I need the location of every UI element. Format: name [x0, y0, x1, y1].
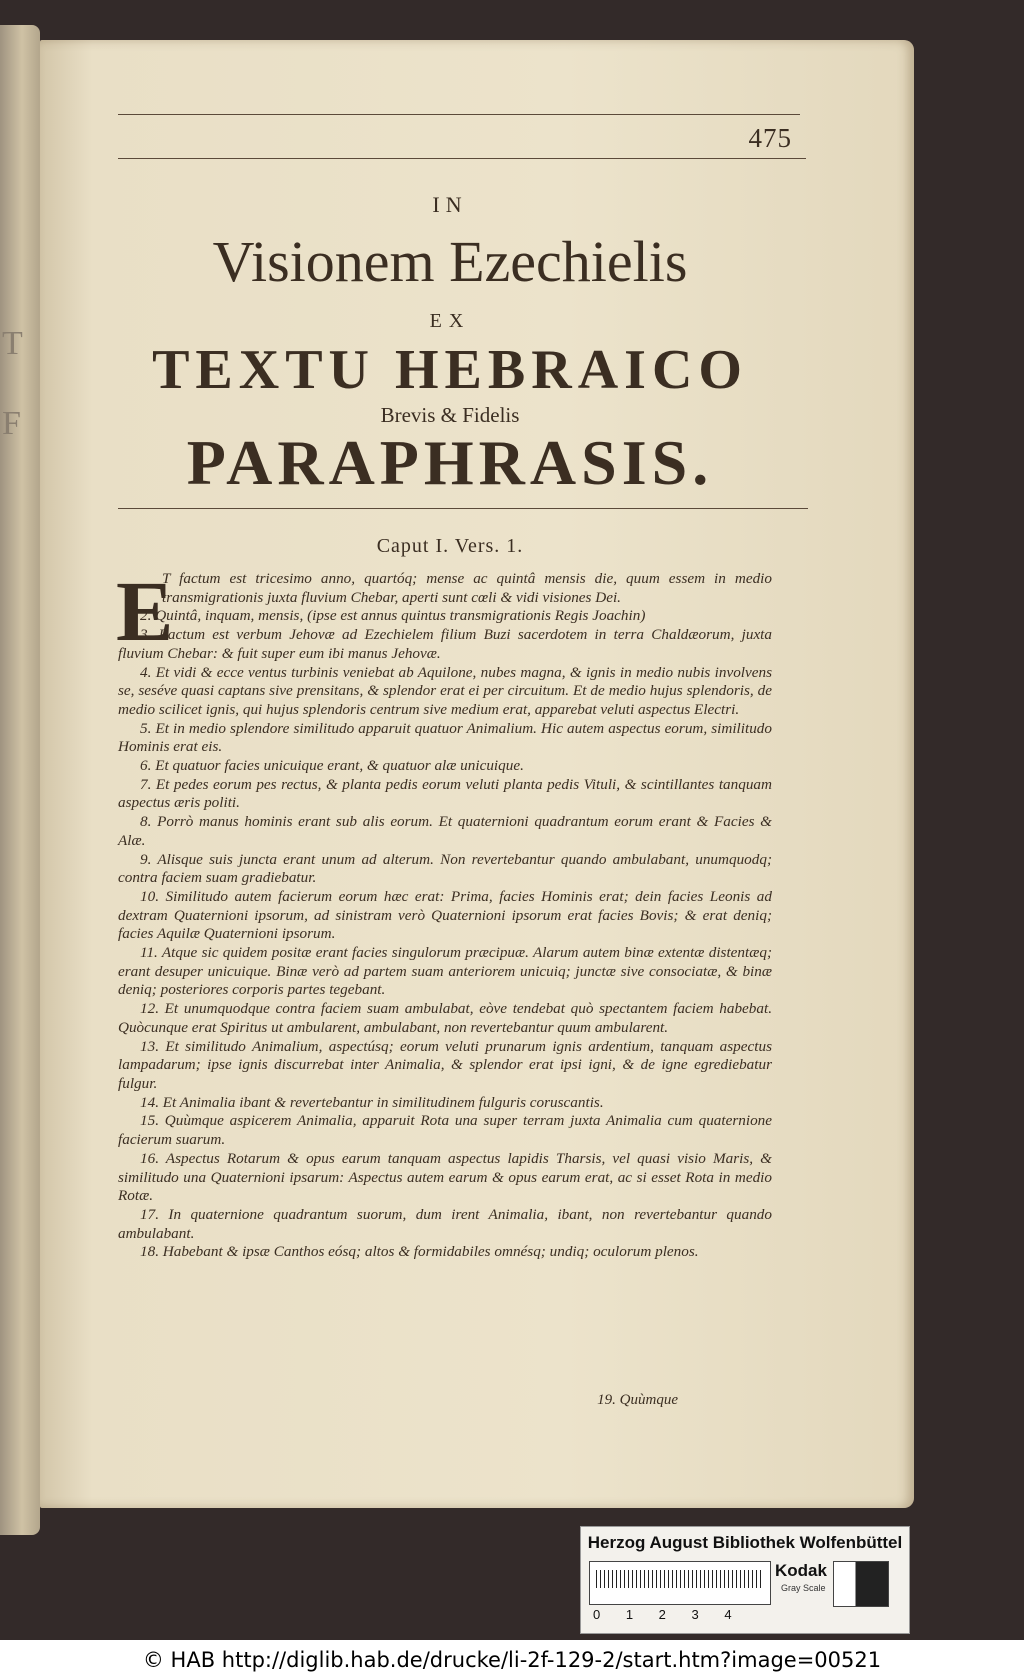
- kodak-brand: Kodak: [775, 1561, 827, 1580]
- verse: 12. Et unumquodque contra faciem suam ambulabat, eòve tendebat quò spectantem faciem habebat. Quòcunque erat Spiritus ut ambularent, ambulabant, non revertebantur quum ambularent.: [118, 1000, 772, 1036]
- verse: 11. Atque sic quidem positæ erant facies singulorum præcipuæ. Alarum autem binæ extentæ distentæq; erant desuper unicuique. Binæ verò ad partem suam anteriorem unicuiq; junctæ sive consociatæ, & binæ deniq; posteriores corporis partes tegebant.: [118, 944, 772, 999]
- verse: 14. Et Animalia ibant & revertebantur in similitudinem fulguris coruscantis.: [140, 1093, 604, 1111]
- title-brevis: Brevis & Fidelis: [380, 403, 520, 427]
- gray-scale-patch: [833, 1561, 889, 1607]
- gray-scale-caption: Gray Scale: [781, 1583, 826, 1593]
- chapter-heading: Caput I. Vers. 1.: [376, 535, 524, 557]
- page-number: 475: [748, 123, 792, 153]
- verse: 3. Factum est verbum Jehovæ ad Ezechielem filium Buzi sacerdotem in terra Chaldæorum, juxta fluvium Chebar: & fuit super eum ibi manus Jehovæ.: [118, 626, 772, 662]
- verse: 10. Similitudo autem facierum eorum hæc erat: Prima, facies Hominis erat; dein facies Leonis ad dextram Quaternioni ipsorum, ad sinistram verò Quaternioni ipsorum erat facies Bovis; & erat deniq; facies Aquilæ Quaternioni ipsorum.: [118, 887, 772, 943]
- verse: 15. Quùmque aspicerem Animalia, apparuit Rota una super terram juxta Animalia cum quaternione facierum suarum.: [118, 1112, 772, 1149]
- ruler-scale: [589, 1561, 771, 1605]
- verse: 4. Et vidi & ecce ventus turbinis veniebat ab Aquilone, nubes magna, & ignis in medio nubis involvens se, seséve quasi captans sive prensitans, & splendor erat ei per circuitum. Et de medio hujus splendoris, de medio scilicet ignis, qui hujus splendoris centrum sive medium erat, apparebat veluti aspectus Electri.: [118, 663, 772, 718]
- ruler-ticks: [596, 1570, 764, 1588]
- title-main: Visionem Ezechielis: [212, 229, 688, 294]
- verse: 8. Porrò manus hominis erant sub alis eorum. Et quaternioni quadrantum eorum erant & Facies & Alæ.: [118, 813, 772, 849]
- ruler-numbers: 0 1 2 3 4: [593, 1607, 732, 1622]
- header-rule: [118, 158, 806, 159]
- top-rule: [118, 114, 800, 115]
- verse: 6. Et quatuor facies unicuique erant, & quatuor alæ unicuique.: [140, 757, 524, 775]
- title-rule: [118, 508, 808, 509]
- verse: T factum est tricesimo anno, quartóq; mense ac quintâ mensis die, quum essem in medio transmigrationis juxta fluvium Chebar, aperti sunt cœli & vidi visiones Dei.: [162, 570, 772, 606]
- book-page: [40, 40, 914, 1508]
- library-color-label: [580, 1526, 910, 1634]
- bleed-glyph: F: [2, 405, 21, 442]
- previous-page-edge: [0, 25, 40, 1535]
- verse: 5. Et in medio splendore similitudo apparuit quatuor Animalium. Hic autem aspectus eorum, similitudo Hominis erat eis.: [118, 719, 772, 756]
- verse-text: [116, 563, 772, 1262]
- copyright-footer: © HAB http://diglib.hab.de/drucke/li-2f-129-2/start.htm?image=00521: [0, 1640, 1024, 1680]
- title-in: IN: [432, 192, 468, 217]
- verse: 18. Habebant & ipsæ Canthos eósq; altos & formidabiles omnésq; undiq; oculorum plenos.: [140, 1243, 699, 1261]
- library-name: Herzog August Bibliothek Wolfenbüttel: [587, 1533, 903, 1552]
- catchword: 19. Quùmque: [597, 1392, 678, 1408]
- verse: 9. Alisque suis juncta erant unum ad alterum. Non revertebantur quando ambulabant, unumquodq; contra faciem suam gradiebatur.: [118, 850, 772, 887]
- verse: 17. In quaternione quadrantum suorum, dum irent Animalia, ibant, non revertebantur quando ambulabant.: [118, 1205, 772, 1242]
- drop-capital: E: [116, 563, 174, 659]
- verse: 13. Et similitudo Animalium, aspectúsq; eorum veluti prunarum ignis ardentium, tanquam aspectus lampadarum; ipse ignis discurrebat inter Animalia, & splendor erat ipsi igni, & de igne egrediebatur fulgur.: [118, 1037, 772, 1092]
- verse: 7. Et pedes eorum pes rectus, & planta pedis eorum veluti planta pedis Vituli, & scintillantes tanquam aspectus æris politi.: [118, 775, 772, 812]
- verse: 16. Aspectus Rotarum & opus earum tanquam aspectus lapidis Tharsis, vel quasi visio Maris, & similitudo una Quaternioni ipsarum: Aspectus autem earum & opus earum erat, ac si esset Rota in medio Rotæ.: [118, 1149, 772, 1205]
- title-paraphrasis: PARAPHRASIS.: [186, 427, 714, 498]
- title-textu-hebraico: TEXTU HEBRAICO: [152, 339, 748, 401]
- title-ex: EX: [429, 310, 471, 332]
- bleed-glyph: T: [2, 325, 23, 362]
- verse: 2. Quintâ, inquam, mensis, (ipse est annus quintus transmigrationis Regis Joachin): [140, 607, 646, 625]
